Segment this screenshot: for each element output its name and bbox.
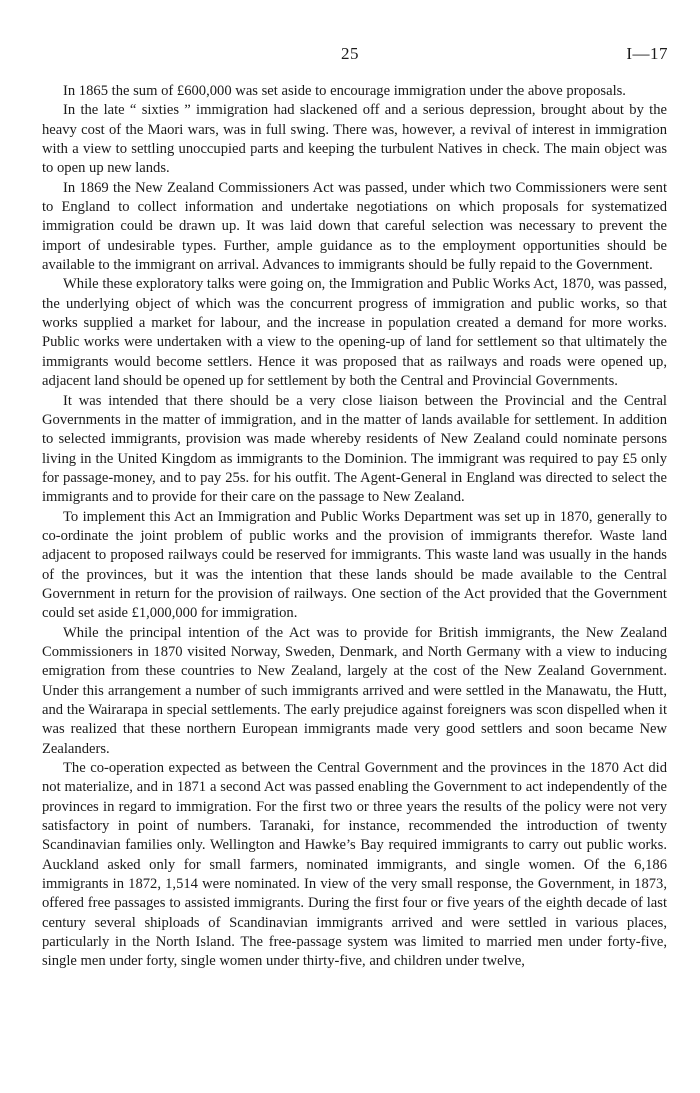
paragraph: In the late “ sixties ” immigration had slackened off and a serious depression, brought about by the heavy cost of the Maori wars, was in full swing. There was, however, a revival of interest in immigration with a view to settling unoccupied parts and keeping the turbulent Natives in check. The main object was to open up new lands. xyxy=(42,102,667,177)
paragraph: It was intended that there should be a very close liaison between the Provincial and the Central Governments in the matter of immigration, and in the matter of lands available for settlement. In addition to selected immigrants, provision was made whereby residents of New Zealand could nominate persons living in the United Kingdom as immigrants to the Dominion. The immigrant was required to pay £5 only for passage-money, and to pay 25s. for his outfit. The Agent-General in England was directed to select the immigrants and to provide for their care on the passage to New Zealand. xyxy=(42,392,667,506)
paragraph: In 1869 the New Zealand Commissioners Act was passed, under which two Commissioners were sent to England to collect information and undertake negotiations on which proposals for systematized immigration could be drawn up. It was laid down that careful selection was necessary to prevent the import of undesirable types. Further, ample guidance as to the employment opportunities should be available to the immigrant on arrival. Advances to immigrants should be fully repaid to the Government. xyxy=(42,179,667,274)
body-text xyxy=(42,82,667,972)
paragraph: To implement this Act an Immigration and Public Works Department was set up in 1870, generally to co-ordinate the joint problem of public works and the provision of immigrants therefor. Waste land adjacent to proposed railways could be reserved for immigrants. This waste land was usually in the hands of the provinces, but it was the intention that these lands should be made available to the Central Government in return for the provision of railways. One section of the Act provided that the Government could set aside £1,000,000 for immigration. xyxy=(42,508,667,622)
paragraph: The co-operation expected as between the Central Government and the provinces in the 1870 Act did not materialize, and in 1871 a second Act was passed enabling the Government to act independently of the provinces in regard to immigration. For the first two or three years the results of the policy were not very satisfactory in point of numbers. Taranaki, for instance, recommended the introduction of twenty Scandinavian families only. Wellington and Hawke’s Bay required immigrants to carry out public works. Auckland asked only for small farmers, nominated immigrants, and single women. Of the 6,186 immigrants in 1872, 1,514 were nominated. In view of the very small response, the Government, in 1873, offered free passages to assisted immigrants. During the first four or five years of the eighth decade of last century several shiploads of Scandinavian immigrants arrived and were settled in various places, particularly in the North Island. The free-passage system was limited to married men under forty-five, single men under forty, single women under thirty-five, and children under twelve, xyxy=(42,760,667,970)
paragraph: In 1865 the sum of £600,000 was set aside to encourage immigration under the above proposals. xyxy=(63,83,626,99)
paragraph: While the principal intention of the Act was to provide for British immigrants, the New Zealand Commissioners in 1870 visited Norway, Sweden, Denmark, and North Germany with a view to inducing emigration from these countries to New Zealand, largely at the cost of the New Zealand Government. Under this arrangement a number of such immigrants arrived and were settled in the Manawatu, the Hutt, and the Wairarapa in special settlements. The early prejudice against foreigners was scon dispelled when it was realized that these northern European immigrants made very good settlers and soon became New Zealanders. xyxy=(42,624,667,757)
paragraph: While these exploratory talks were going on, the Immigration and Public Works Act, 1870, was passed, the underlying object of which was the concurrent progress of immigration and public works, so that works supplied a market for labour, and the increase in population created a demand for more works. Public works were undertaken with a view to the opening-up of land for settlement so that ultimately the immigrants would become settlers. Hence it was proposed that as railways and roads were opened up, adjacent land should be opened up for settlement by both the Central and Provincial Governments. xyxy=(42,276,667,390)
page-reference: I—17 xyxy=(626,44,668,63)
page-number: 25 xyxy=(341,44,359,63)
